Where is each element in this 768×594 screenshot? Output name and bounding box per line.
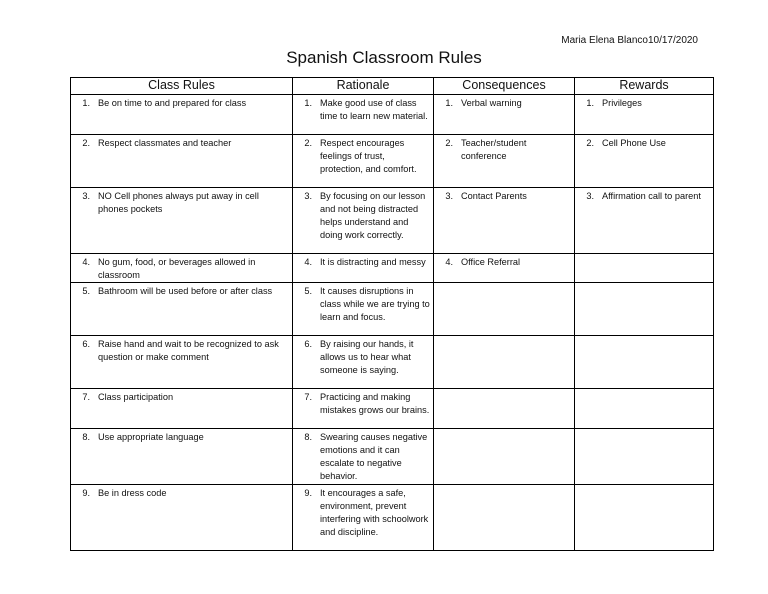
consequence-cell [434,95,575,135]
rule-item [74,487,289,500]
rule-text: NO Cell phones always put away in cell phones pockets [98,191,259,215]
rationale-text: Swearing causes negative emotions and it can escalate to negative behavior. [320,432,428,482]
column-header-consequences: Consequences [434,78,575,95]
item-number: 1. [586,98,594,108]
rule-text: Class participation [98,392,174,403]
item-number: 9. [82,487,90,498]
consequence-text: Contact Parents [461,191,527,201]
rule-cell [71,336,293,389]
item-number: 3. [586,191,594,201]
rationale-text: It encourages a safe, environment, prevent interfering with schoolwork and discipline. [320,487,429,537]
rationale-text: It causes disruptions in class while we are trying to learn and focus. [320,286,430,323]
table-row [71,336,714,389]
consequence-cell [434,188,575,254]
item-number: 3. [82,191,90,201]
reward-text: Privileges [602,98,642,108]
reward-cell [575,389,714,429]
rationale-item [296,137,430,176]
reward-text: Affirmation call to parent [602,191,701,201]
item-number: 7. [304,392,312,403]
reward-item [578,137,710,150]
rationale-cell [293,135,434,188]
rationale-item [296,338,430,377]
item-number: 8. [82,432,90,443]
rule-item [74,431,289,444]
item-number: 1. [445,98,453,108]
rule-item [74,97,289,110]
rule-item [74,285,289,298]
rationale-cell [293,95,434,135]
rationale-cell [293,254,434,283]
rationale-cell [293,283,434,336]
table-row [71,188,714,254]
rule-item [74,391,289,404]
rule-text: Respect classmates and teacher [98,138,232,148]
consequence-cell [434,135,575,188]
rationale-text: Make good use of class time to learn new material. [320,98,428,122]
reward-cell [575,336,714,389]
rule-cell [71,254,293,283]
reward-cell [575,254,714,283]
table-row [71,95,714,135]
consequence-cell [434,283,575,336]
reward-cell [575,95,714,135]
table-row [71,429,714,484]
rule-text: Be in dress code [98,487,167,498]
rationale-item [296,487,430,539]
page-title: Spanish Classroom Rules [286,48,482,67]
item-number: 5. [304,286,312,297]
header-row [71,78,714,95]
column-header-rationale: Rationale [293,78,434,95]
rules-table [70,77,714,551]
item-number: 6. [82,339,90,350]
consequence-item [437,97,571,110]
rationale-item [296,285,430,324]
item-number: 9. [304,487,312,498]
item-number: 4. [304,257,312,267]
consequence-text: Verbal warning [461,98,522,108]
rule-cell [71,484,293,550]
rule-cell [71,283,293,336]
consequence-item [437,137,571,163]
consequence-cell [434,336,575,389]
author-date: Maria Elena Blanco10/17/2020 [561,35,698,46]
item-number: 6. [304,339,312,350]
reward-cell [575,429,714,484]
rationale-item [296,391,430,417]
rule-cell [71,135,293,188]
item-number: 3. [304,191,312,201]
item-number: 2. [304,138,312,148]
item-number: 8. [304,432,312,443]
column-header-class-rules: Class Rules [71,78,293,95]
rule-text: Bathroom will be used before or after class [98,286,273,297]
reward-cell [575,188,714,254]
rule-text: Be on time to and prepared for class [98,98,247,108]
item-number: 2. [586,138,594,148]
item-number: 2. [82,138,90,148]
consequence-cell [434,484,575,550]
table-row [71,254,714,283]
item-number: 4. [82,257,90,267]
reward-cell [575,283,714,336]
reward-text: Cell Phone Use [602,138,666,148]
reward-cell [575,135,714,188]
item-number: 5. [82,286,90,297]
table-row [71,484,714,550]
rule-item [74,256,289,282]
column-header-rewards: Rewards [575,78,714,95]
rationale-text: Practicing and making mistakes grows our brains. [320,392,430,416]
rationale-cell [293,336,434,389]
item-number: 2. [445,138,453,148]
consequence-item [437,190,571,203]
rationale-cell [293,429,434,484]
item-number: 1. [304,98,312,108]
rationale-item [296,431,430,483]
rule-cell [71,95,293,135]
rationale-text: It is distracting and messy [320,257,426,267]
rationale-item [296,97,430,123]
rule-cell [71,429,293,484]
table-row [71,389,714,429]
rule-cell [71,389,293,429]
rule-cell [71,188,293,254]
rule-text: Use appropriate language [98,432,204,443]
consequence-text: Office Referral [461,257,521,267]
item-number: 3. [445,191,453,201]
rationale-text: By raising our hands, it allows us to hear what someone is saying. [320,339,414,376]
consequence-cell [434,254,575,283]
consequence-cell [434,389,575,429]
reward-item [578,190,710,203]
rationale-cell [293,484,434,550]
item-number: 1. [82,98,90,108]
consequence-item [437,256,571,269]
reward-cell [575,484,714,550]
consequence-cell [434,429,575,484]
rule-text: Raise hand and wait to be recognized to ask question or make comment [98,339,279,363]
rule-item [74,190,289,216]
table-row [71,283,714,336]
item-number: 7. [82,392,90,403]
rationale-item [296,190,430,242]
rationale-text: Respect encourages feelings of trust, protection, and comfort. [320,138,417,175]
rationale-text: By focusing on our lesson and not being distracted helps understand and doing work correctly. [320,191,426,241]
rule-item [74,137,289,150]
item-number: 4. [445,257,453,267]
rationale-cell [293,389,434,429]
rationale-item [296,256,430,269]
rule-item [74,338,289,364]
reward-item [578,97,710,110]
table-row [71,135,714,188]
rationale-cell [293,188,434,254]
consequence-text: Teacher/student conference [461,138,527,162]
rule-text: No gum, food, or beverages allowed in classroom [98,257,256,281]
